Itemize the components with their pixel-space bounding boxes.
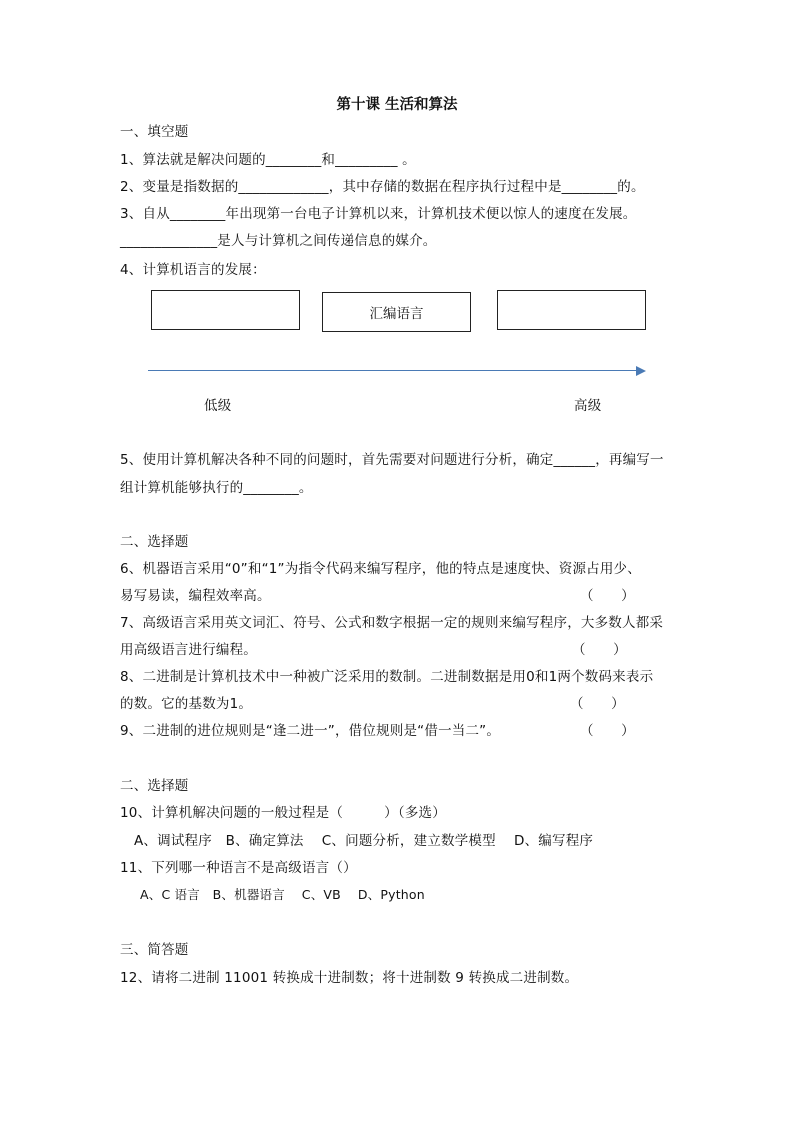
question-7-line2: 用高级语言进行编程。: [120, 642, 257, 658]
section-heading-choice-2: 二、选择题: [120, 778, 189, 794]
question-3-line2: ______________是人与计算机之间传递信息的媒介。: [120, 233, 437, 249]
page-title: 第十课 生活和算法: [336, 97, 458, 113]
language-box-assembly: 汇编语言: [322, 292, 471, 332]
question-6-line2: 易写易读，编程效率高。: [120, 588, 271, 604]
answer-paren-7: （ ）: [572, 642, 627, 658]
question-7-line1: 7、高级语言采用英文词汇、符号、公式和数字根据一定的规则来编写程序，大多数人都采: [120, 615, 664, 631]
axis-label-high: 高级: [574, 398, 602, 414]
language-box-high: [497, 290, 646, 330]
question-3-line1: 3、自从________年出现第一台电子计算机以来，计算机技术便以惊人的速度在发展。: [120, 206, 637, 222]
question-9: 9、二进制的进位规则是“逢二进一”，借位规则是“借一当二”。: [120, 723, 501, 739]
section-heading-choice: 二、选择题: [120, 534, 189, 550]
question-1: 1、算法就是解决问题的________和_________ 。: [120, 152, 416, 168]
question-11: 11、下列哪一种语言不是高级语言（）: [120, 860, 357, 876]
language-box-low: [151, 290, 300, 330]
question-6-line1: 6、机器语言采用“0”和“1”为指令代码来编写程序，他的特点是速度快、资源占用少、: [120, 561, 641, 577]
section-heading-fill-blank: 一、填空题: [120, 124, 189, 140]
question-8-line1: 8、二进制是计算机技术中一种被广泛采用的数制。二进制数据是用0和1两个数码来表示: [120, 669, 654, 685]
section-heading-short-answer: 三、简答题: [120, 942, 189, 958]
answer-paren-6: （ ）: [580, 588, 635, 604]
question-10: 10、计算机解决问题的一般过程是（ ）（多选）: [120, 805, 446, 821]
arrow-head-icon: [636, 366, 646, 376]
question-8-line2: 的数。它的基数为1。: [120, 696, 253, 712]
question-4: 4、计算机语言的发展：: [120, 262, 266, 278]
question-11-options: A、C 语言 B、机器语言 C、VB D、Python: [140, 887, 425, 902]
question-2: 2、变量是指数据的_____________，其中存储的数据在程序执行过程中是________的。: [120, 179, 645, 195]
axis-label-low: 低级: [204, 398, 232, 414]
answer-paren-8: （ ）: [570, 696, 625, 712]
development-arrow-line: [148, 370, 638, 371]
question-12: 12、请将二进制 11001 转换成十进制数；将十进制数 9 转换成二进制数。: [120, 970, 579, 986]
question-5-line1: 5、使用计算机解决各种不同的问题时，首先需要对问题进行分析，确定______，再编写一: [120, 452, 664, 468]
question-10-options: A、调试程序 B、确定算法 C、问题分析，建立数学模型 D、编写程序: [134, 833, 594, 849]
question-5-line2: 组计算机能够执行的________。: [120, 480, 313, 496]
answer-paren-9: （ ）: [580, 723, 635, 739]
